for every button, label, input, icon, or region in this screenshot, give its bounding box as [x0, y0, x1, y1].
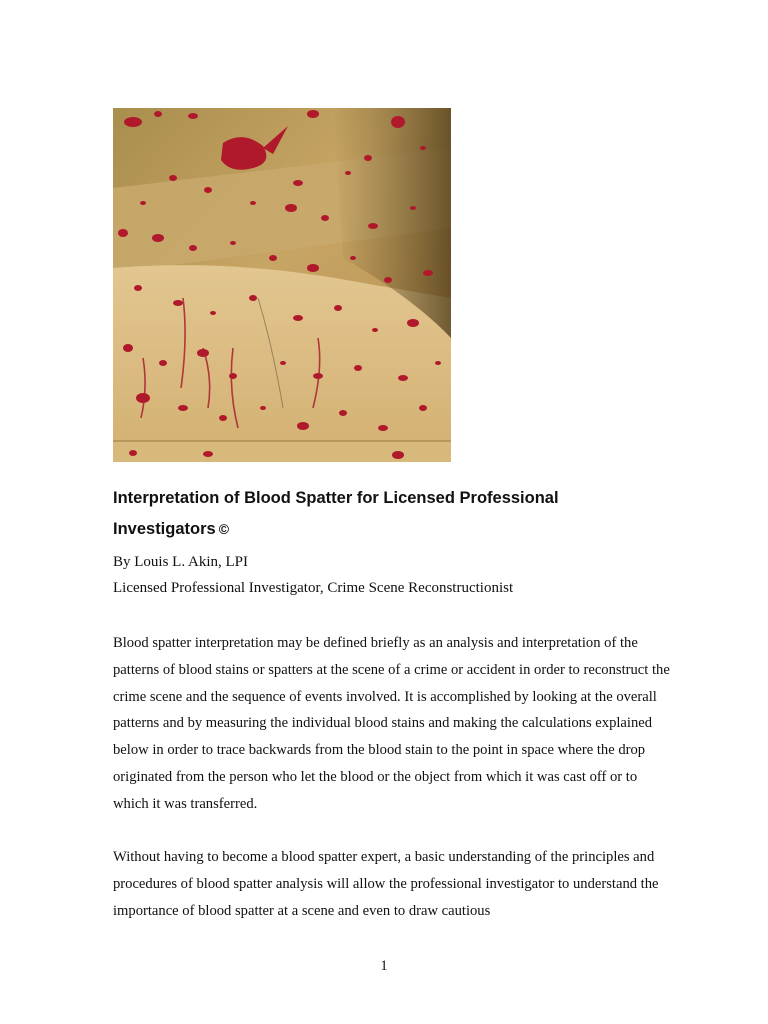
cover-photo-blood-spatter: [113, 108, 451, 462]
body-paragraph-2: Without having to become a blood spatter expert, a basic understanding of the principles and procedures of blood spatter analysis will allow the professional investigator to understand the importance of blood spatter at a scene and even to draw cautious: [113, 849, 659, 919]
title-text: Interpretation of Blood Spatter for Licensed Professional Investigators: [113, 489, 559, 538]
copyright-mark: ©: [218, 521, 230, 537]
author-role-line: Licensed Professional Investigator, Crime Scene Reconstructionist: [113, 580, 514, 596]
page-number: 1: [380, 958, 388, 974]
author-line: By Louis L. Akin, LPI: [113, 554, 249, 570]
body-paragraph-1: Blood spatter interpretation may be defined briefly as an analysis and interpretation of the patterns of blood stains or spatters at the scene of a crime or accident in order to reconstruct the crime scene and the sequence of events involved. It is accomplished by looking at the overall patterns and by measuring the individual blood stains and making the calculations explained below in order to trace backwards from the blood stain to the point in space where the drop originated from the person who let the blood or the object from which it was cast off or to which it was transferred.: [113, 635, 670, 812]
document-title: [113, 483, 673, 545]
